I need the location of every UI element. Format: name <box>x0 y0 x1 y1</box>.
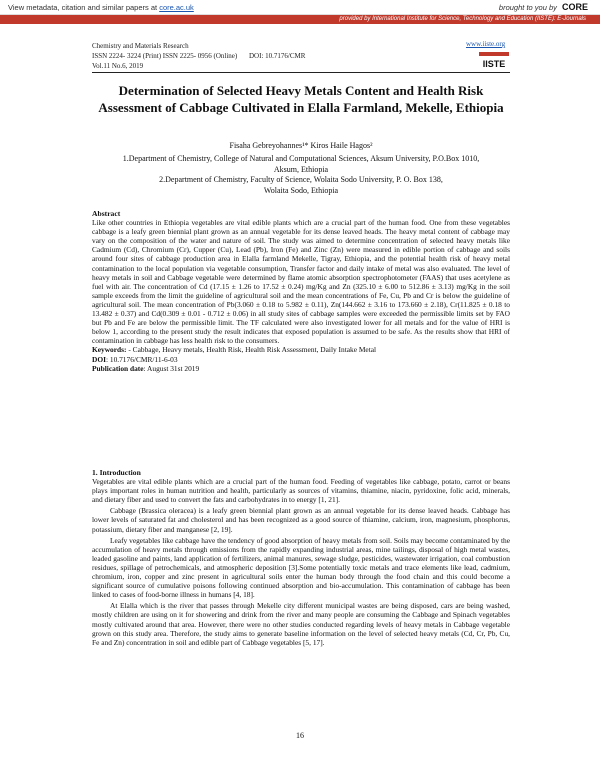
journal-doi: DOI: 10.7176/CMR <box>249 52 306 60</box>
doi-line <box>92 355 510 364</box>
journal-header <box>92 41 305 71</box>
journal-url-link[interactable]: www.iiste.org <box>466 40 506 48</box>
intro-paragraph: At Elalla which is the river that passes through Mekelle city different municipal wastes are being disposed, cars are being washed, mostly children are using on it for showering and drink from the river and many people are consuming the Cabbage and Spinach vegetables mostly cultivated around that area. However, there were no other studies conducted regarding levels of heavy metals in Cabbage vegetable grown on this study area. Therefore, the study aims to generate baseline information on the level of selected heavy metals (Cd, Cr, Pb, Cu, Fe and Zn) concentration in soil and edible part of Cabbage vegetables [5, 17]. <box>92 601 510 647</box>
intro-paragraph: Cabbage (Brassica oleracea) is a leafy green biennial plant grown as an annual vegetable for its dense leaved heads. Cabbage has lower levels of saturated fat and cholesterol and has been recognized as a good source of thiamine, calcium, iron, magnesium, phosphorus, potassium, dietary fiber and manganese [2, 19]. <box>92 506 510 534</box>
provided-by-text: provided by International Institute for Science, Technology and Education (IISTE): E-Journals <box>339 16 586 22</box>
pubdate-label: Publication date <box>92 363 144 373</box>
pubdate-text: : August 31st 2019 <box>143 363 200 373</box>
keywords-text: - Cabbage, Heavy metals, Health Risk, Health Risk Assessment, Daily Intake Metal <box>128 345 377 355</box>
header-divider <box>92 72 510 73</box>
abstract-section <box>92 209 510 373</box>
doi-text: : 10.7176/CMR/11-6-03 <box>105 354 178 364</box>
affiliation-line: Aksum, Ethiopia <box>273 164 329 174</box>
core-banner <box>0 0 600 15</box>
affiliation-line: Wolaita Sodo, Ethiopia <box>263 185 339 195</box>
paper-title: Determination of Selected Heavy Metals Content and Health Risk Assessment of Cabbage Cultivated in Elalla Farmland, Mekelle, Ethiopia <box>98 83 504 115</box>
pubdate-line <box>92 364 510 373</box>
intro-paragraph: Vegetables are vital edible plants which are a crucial part of the human food. Feeding of vegetables like cabbage, potato, carrot or beans plays important roles in human nutrition and health, particularly as sources of vitamins, thiamine, niacin, pyridoxine, folic acid, minerals, and dietary fiber and used to convert the fats and carbohydrates in to energy [1, 21]. <box>92 477 510 505</box>
iiste-logo-text: IISTE <box>482 59 506 69</box>
core-logo-icon: CORE <box>561 2 588 12</box>
core-brought-label: brought to you by <box>498 3 557 12</box>
journal-name: Chemistry and Materials Research <box>92 42 189 50</box>
affiliations <box>92 154 510 196</box>
introduction-heading: 1. Introduction <box>92 468 141 477</box>
core-metadata-text <box>8 3 194 12</box>
intro-paragraph: Leafy vegetables like cabbage have the tendency of good absorption of heavy metals from soil. Soils may become contaminated by the accumulation of heavy metals through emissions from the rapidly expanding industrial areas, mine tailings, disposal of high metal wastes, leaded gasoline and paints, land application of fertilizers, animal manures, sewage sludge, pesticides, wastewater irrigation, coal combustion residues, spillage of petrochemicals, and atmospheric deposition [3].Some potentially toxic metals and trace elements like lead, cadmium, chromium, iron, copper and zinc present in agricultural soils enter the human body through the food chain and this could become a significant source of cumulative poisons following continued absorption and bio-accumulation. This contamination of cabbage has been linked to cases of food-borne illness in humans [4, 18]. <box>92 535 510 600</box>
core-link[interactable]: core.ac.uk <box>159 3 194 12</box>
affiliation-line: 2.Department of Chemistry, Faculty of Science, Wolaita Sodo University, P. O. Box 138, <box>159 175 443 184</box>
core-metadata-label: View metadata, citation and similar papers at <box>8 3 158 12</box>
page-number: 16 <box>296 731 304 740</box>
paper-authors: Fisaha Gebreyohannes¹* Kiros Haile Hagos² <box>229 141 373 150</box>
keywords-label: Keywords: <box>92 345 127 355</box>
affiliation-line: 1.Department of Chemistry, College of Natural and Computational Sciences, Aksum University, P.O.Box 1010, <box>122 154 480 163</box>
journal-issn-doi <box>92 51 305 61</box>
core-brought-by[interactable] <box>499 2 588 12</box>
abstract-body: Like other countries in Ethiopia vegetables are vital edible plants which are a crucial part of the human food. One from these vegetables cabbage is a leafy green biennial plant grown as an annual vegetable for its dense leaved heads. The heavy metal content of cabbage may vary on the composition of the water and nature of soil. The study was aimed to determine concentration of selected heavy metals like Cadmium (Cd), Chromium (Cr), Cupper (Cu), Lead (Pb), Iron (Fe) and Zinc (Zn) were measured in edible portion of cabbage and soils around four sites of cabbage production area in Elalla farmland Mekelle, Tigray, Ethiopia, and the potential health risk of heavy metal contamination to the local population via vegetable consumption, Transfer factor and daily intake of metal was also evaluated. The level of heavy metals in soil and Cabbage vegetable were determined by flame atomic absorption spectrophotometer (FAAS) that uses acetylene as fuel with air. The concentration of Cd (17.15 ± 1.26 to 17.52 ± 0.24) mg/Kg and Zn (325.10 ± 6.00 to 512.86 ± 3.13) mg/Kg in the soil sample exceeds from the limit the guideline of agricultural soil and the mean concentrations of Fe, Cu, Pb and Cr is below the guideline of agricultural soil. The mean concentration of Pb(3.060 ± 0.18 to 5.982 ± 0.11), Zn(144.662 ± 3.16 to 173.660 ± 2.18), Cr(11.825 ± 0.18 to 13.482 ± 0.37) and Cd(0.309 ± 0.01 - 0.712 ± 0.06) in all study sites of cabbage samples were exceeded the permissible limits set by FAO but Pb and Fe are below the permissible limit. The TF calculated were also investigated lower for all metals and for the value of HRI is below 1, according to the present study the result indicates that exposed population is assumed to be safe. As the results show that HRI of contamination in cabbage has less health risk to the consumers. <box>92 218 510 346</box>
keywords-line <box>92 345 510 354</box>
introduction-section <box>92 468 510 649</box>
journal-issn: ISSN 2224- 3224 (Print) ISSN 2225- 0956 (Online) <box>92 52 238 60</box>
doi-label: DOI <box>92 354 106 364</box>
journal-volume: Vol.11 No.6, 2019 <box>92 62 144 70</box>
iiste-logo-icon <box>479 52 509 70</box>
provided-by-banner <box>0 15 600 24</box>
abstract-heading: Abstract <box>92 209 121 218</box>
